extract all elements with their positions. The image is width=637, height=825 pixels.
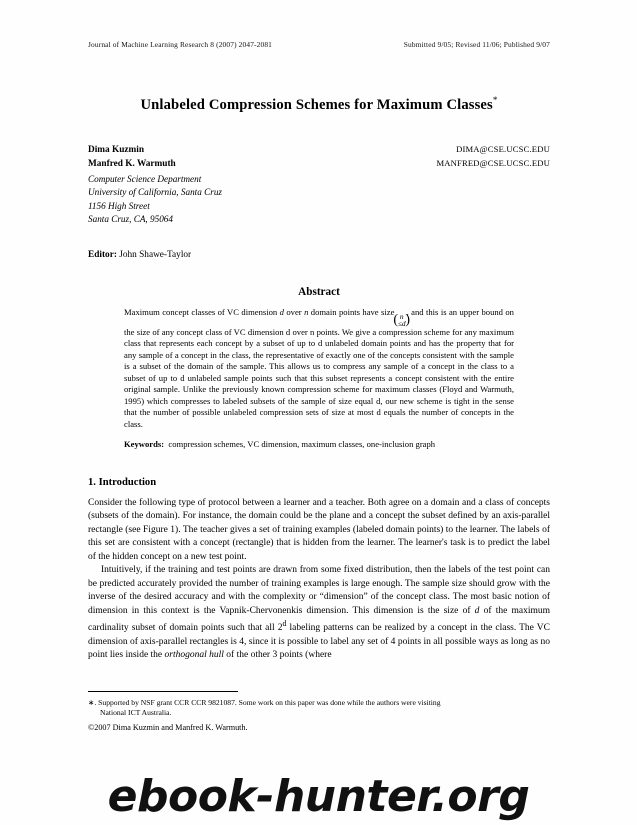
binom-bottom: ≤d	[397, 318, 406, 328]
abstract-text-part2: over	[286, 307, 302, 318]
footnote-line-1: Supported by NSF grant CCR CCR 9821087. Some work on this paper was done while the authors were visiting	[98, 697, 441, 707]
copyright-line: ©2007 Dima Kuzmin and Manfred K. Warmuth.	[88, 723, 248, 732]
author-row	[88, 158, 550, 169]
page-content	[88, 40, 550, 718]
title-text: Unlabeled Compression Schemes for Maximum Classes	[140, 96, 493, 113]
section-heading	[88, 477, 550, 488]
paragraph-2-italic: orthogonal hull	[164, 650, 224, 661]
paragraph-2-d: d	[474, 605, 480, 616]
abstract-heading: Abstract	[298, 286, 340, 299]
binomial-coefficient	[393, 311, 411, 328]
affiliation-line: Computer Science Department	[88, 173, 202, 184]
affiliation-line: Santa Cruz, CA, 95064	[88, 213, 173, 224]
paren-left: (	[393, 311, 398, 327]
title-footnote-marker: *	[492, 95, 498, 105]
keywords-line	[124, 439, 514, 451]
running-head-right: Submitted 9/05; Revised 11/06; Published 9/07	[403, 40, 550, 49]
page-title	[88, 95, 550, 114]
binom-top: n	[399, 311, 404, 321]
affiliation-line: University of California, Santa Cruz	[88, 187, 222, 198]
section-number: 1.	[88, 476, 96, 488]
author-name: Dima Kuzmin	[88, 144, 145, 155]
footnote-line-2: National ICT Australia.	[100, 708, 172, 718]
paragraph-2-a: Intuitively, if the training and test points are drawn from some fixed distribution, then the labels of the test point can be predicted accurately provided the number of training examples is large enough. The sample size should grow with the inverse of the desired accuracy and with the complexity or “dimension” of the concept class. The most basic notion of dimension in this context is the Vapnik-Chervonenkis dimension. This dimension is the size of	[88, 565, 550, 616]
author-block	[88, 144, 550, 170]
editor-label: Editor:	[88, 250, 117, 261]
paragraph-2-sup: d	[282, 619, 287, 629]
affiliation-line: 1156 High Street	[88, 200, 150, 211]
section-title: Introduction	[98, 476, 157, 488]
abstract-text-part1: Maximum concept classes of VC dimension	[124, 307, 278, 318]
paragraph-2-end: of the other 3 points (where	[226, 650, 332, 661]
watermark-text: ebook-hunter.org	[107, 770, 530, 822]
paren-right: )	[405, 311, 411, 327]
paragraph-1: Consider the following type of protocol between a learner and a teacher. Both agree on a domain and a class of concepts (subsets of the domain). For instance, the domain could be the plane and a concept the subset defined by an axis-parallel rectangle (see Figure 1). The teacher gives a set of training examples (labeled domain points) to the learner. The labels of this set are consistent with a concept (rectangle) that is hidden from the learner. The learner's task is to predict the label of the hidden concept on a new test point.	[88, 497, 550, 562]
abstract-text-part3: domain points have size	[310, 307, 395, 318]
affiliation-block	[88, 173, 550, 226]
editor-line	[88, 250, 550, 260]
author-name: Manfred K. Warmuth	[88, 159, 176, 170]
footnote-marker: ∗.	[88, 697, 97, 707]
editor-name: John Shawe-Taylor	[119, 250, 192, 261]
footnote	[88, 698, 550, 719]
paragraph-2-c: labeling patterns can be realized by a concept in the class. The VC dimension of axis-parallel rectangles is 4, since it is possible to label any set of 4 points in all possible ways as long as no point lies inside the	[88, 623, 550, 661]
running-head-left: Journal of Machine Learning Research 8 (2007) 2047-2081	[88, 40, 273, 49]
paragraph-2	[88, 564, 550, 663]
paragraph-2-b: of the maximum cardinality subset of domain points such that all 2	[88, 605, 551, 634]
abstract-text-part4: , and this is an upper bound on the size of any concept class of VC dimension d over n points. We give a compression scheme for any maximum class that represents each concept by a subset of up to d unlabeled domain points and has the property that for any sample of a concept in the class, the representative of exactly one of the concepts consistent with the sample is a subset of the domain of the sample. This allows us to compress any sample of a concept in the class to a subset of up to d unlabeled sample points such that this subset represents a concept consistent with the entire original sample. Unlike the previously known compression scheme for maximum classes (Floyd and Warmuth, 1995) which compresses to labeled subsets of the sample of size equal d, our new scheme is tight in the sense that the number of possible unlabeled compression sets of size at most d equals the number of concepts in the class.	[124, 307, 514, 429]
abstract-n-symbol: n	[304, 307, 309, 318]
author-email[interactable]: DIMA@CSE.UCSC.EDU	[456, 143, 550, 154]
keywords-label: Keywords:	[124, 439, 165, 450]
abstract-dim-symbol: d	[279, 307, 284, 318]
author-email[interactable]: MANFRED@CSE.UCSC.EDU	[436, 158, 550, 169]
author-row	[88, 144, 550, 155]
watermark-band	[0, 767, 637, 825]
abstract-body	[124, 307, 514, 430]
running-head	[88, 40, 550, 49]
keywords-text: compression schemes, VC dimension, maximum classes, one-inclusion graph	[168, 439, 436, 450]
footnote-divider	[88, 691, 238, 692]
abstract-section	[88, 286, 550, 451]
